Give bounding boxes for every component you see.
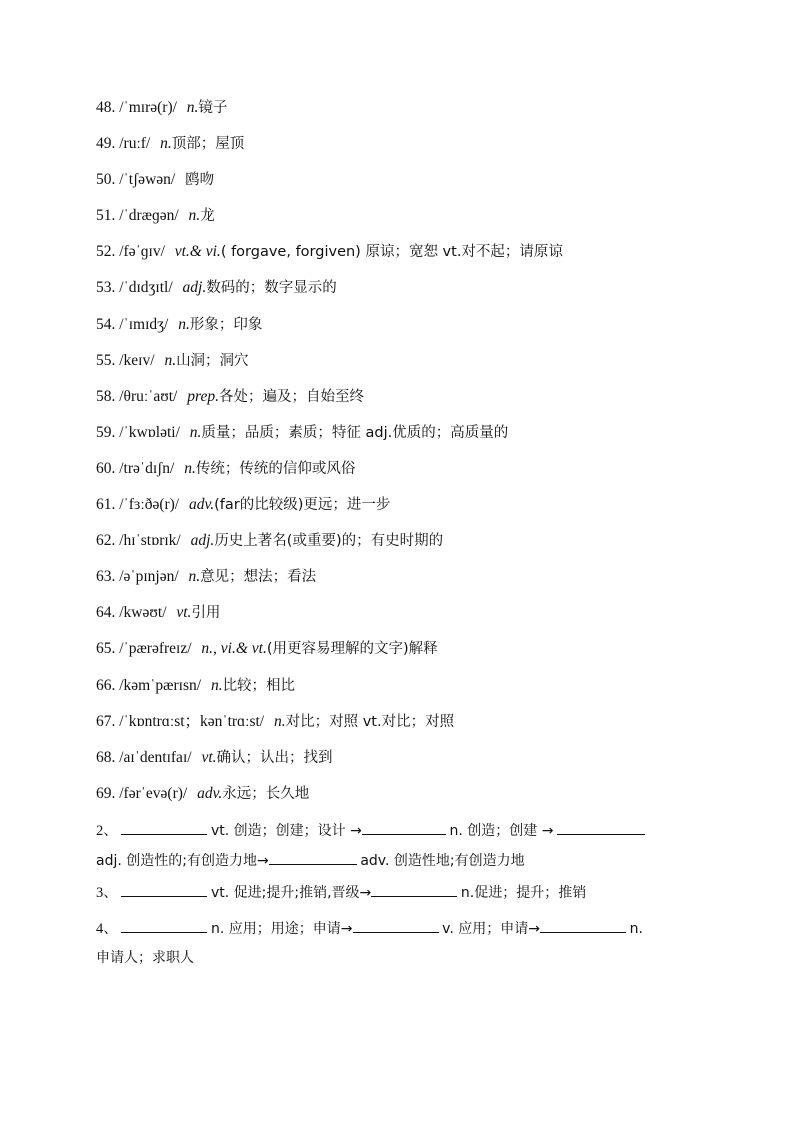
vocab-entry	[96, 784, 736, 820]
entry-phonetic: /fəˈɡɪv/	[119, 243, 165, 261]
entry-part-of-speech: vt.	[201, 748, 217, 766]
answer-blank[interactable]	[269, 850, 357, 865]
entry-number: 60.	[96, 459, 116, 477]
entry-phonetic: /keɪv/	[119, 351, 155, 369]
entry-phonetic: /ˈtʃəwən/	[119, 171, 176, 189]
entry-phonetic: /ˈpærəfreɪz/	[119, 640, 192, 658]
entry-phonetic: /kwəʊt/	[119, 604, 167, 622]
entry-number: 64.	[96, 604, 116, 622]
answer-blank[interactable]	[353, 918, 439, 933]
entry-definition: 镜子	[198, 100, 228, 116]
entry-definition: ( forgave, forgiven) 原谅；宽恕 vt.对不起；请原谅	[220, 244, 563, 261]
entry-number: 62.	[96, 532, 116, 550]
entry-part-of-speech: prep.	[187, 387, 219, 405]
entry-number: 53.	[96, 279, 116, 297]
entry-phonetic: /ˈkɒntrɑːst；kənˈtrɑːst/	[119, 712, 265, 730]
entry-phonetic: /kəmˈpærɪsn/	[119, 676, 202, 694]
exercise-text: adj. 创造性的;有创造力地→	[96, 853, 269, 869]
vocab-entry	[96, 531, 736, 567]
entry-part-of-speech: adv.	[197, 784, 223, 802]
entry-part-of-speech: n., vi.& vt.	[201, 640, 267, 658]
entry-part-of-speech: vt.	[176, 604, 192, 622]
entry-definition: 对比；对照 vt.对比；对照	[285, 713, 455, 730]
exercise-3	[96, 882, 716, 903]
entry-number: 54.	[96, 315, 116, 333]
exercise-4-line-2	[96, 948, 716, 968]
vocab-entry	[96, 423, 736, 459]
exercise-text: n. 创造；创建 →	[449, 823, 554, 839]
entry-part-of-speech: n.	[186, 99, 199, 116]
vocab-entry	[96, 639, 736, 675]
entry-number: 59.	[96, 423, 116, 441]
entry-definition: (far的比较级)更远；进一步	[214, 497, 391, 514]
answer-blank[interactable]	[121, 882, 207, 897]
entry-definition: 数码的；数字显示的	[206, 280, 337, 297]
entry-part-of-speech: n.	[184, 459, 196, 477]
vocabulary-list	[96, 98, 736, 820]
vocab-entry	[96, 567, 736, 603]
exercise-text: vt. 促进;提升;推销,晋级→	[211, 885, 372, 901]
vocab-entry	[96, 603, 736, 639]
vocab-entry	[96, 387, 736, 423]
vocab-entry	[96, 459, 736, 495]
entry-number: 66.	[96, 676, 116, 694]
entry-definition: 龙	[200, 208, 215, 225]
entry-definition: 传统；传统的信仰或风俗	[195, 460, 356, 477]
entry-phonetic: /fərˈevə(r)/	[119, 784, 188, 802]
entry-number: 50.	[96, 171, 116, 189]
entry-definition: 历史上著名(或重要)的；有史时期的	[214, 533, 444, 550]
entry-part-of-speech: n.	[160, 135, 172, 153]
entry-definition: 鸥吻	[185, 172, 215, 189]
entry-part-of-speech: n.	[164, 351, 177, 369]
entry-definition: 山洞；洞穴	[176, 352, 249, 369]
entry-phonetic: /ˈdɪdʒɪtl/	[119, 279, 173, 297]
entry-number: 68.	[96, 748, 116, 766]
entry-number: 55.	[96, 351, 116, 369]
entry-number: 49.	[96, 135, 116, 153]
exercise-number: 2、	[96, 823, 118, 839]
entry-part-of-speech: n.	[188, 568, 201, 586]
exercise-text: 申请人；求职人	[96, 950, 194, 966]
entry-definition: (用更容易理解的文字)解释	[266, 641, 438, 658]
vocab-entry	[96, 98, 736, 134]
entry-phonetic: /ruːf/	[119, 135, 151, 153]
entry-number: 69.	[96, 784, 116, 802]
entry-number: 58.	[96, 387, 116, 405]
exercise-text: vt. 创造；创建；设计 →	[211, 823, 362, 839]
entry-phonetic: /ˈfɜːðə(r)/	[119, 496, 180, 514]
vocab-entry	[96, 242, 736, 278]
vocab-entry	[96, 315, 736, 351]
exercise-2-line-1	[96, 820, 716, 841]
vocab-entry	[96, 278, 736, 314]
vocab-entry	[96, 170, 736, 206]
entry-definition: 质量；品质；素质；特征 adj.优质的；高质量的	[201, 424, 509, 441]
entry-number: 61.	[96, 496, 116, 514]
entry-part-of-speech: vt.& vi.	[174, 243, 221, 261]
entry-phonetic: /əˈpɪnjən/	[119, 568, 179, 586]
entry-number: 67.	[96, 712, 116, 730]
exercise-text: n.促进；提升；推销	[460, 885, 587, 901]
exercise-text: n.	[629, 921, 643, 937]
entry-part-of-speech: n.	[273, 712, 286, 730]
entry-part-of-speech: adj.	[182, 279, 207, 297]
answer-blank[interactable]	[121, 918, 207, 933]
entry-phonetic: /trəˈdɪʃn/	[119, 459, 175, 477]
vocab-entry	[96, 351, 736, 387]
entry-definition: 顶部；屋顶	[171, 136, 245, 153]
entry-phonetic: /ˈkwɒləti/	[119, 423, 180, 441]
entry-number: 48.	[96, 99, 116, 116]
entry-number: 52.	[96, 243, 116, 261]
entry-part-of-speech: adj.	[190, 532, 215, 550]
answer-blank[interactable]	[362, 820, 446, 835]
answer-blank[interactable]	[121, 820, 207, 835]
entry-definition: 意见；想法；看法	[200, 569, 317, 586]
answer-blank[interactable]	[540, 918, 626, 933]
vocab-entry	[96, 206, 736, 242]
exercise-text: v. 应用；申请→	[442, 921, 540, 937]
entry-definition: 永远；长久地	[222, 785, 310, 802]
vocab-entry	[96, 134, 736, 170]
entry-definition: 形象；印象	[189, 316, 263, 333]
entry-number: 63.	[96, 568, 116, 586]
entry-phonetic: /hɪˈstɒrɪk/	[119, 532, 181, 550]
entry-number: 51.	[96, 207, 116, 225]
exercise-number: 4、	[96, 921, 118, 937]
answer-blank[interactable]	[371, 882, 457, 897]
entry-number: 65.	[96, 640, 116, 658]
entry-phonetic: /ˈdræɡən/	[119, 207, 179, 225]
vocab-entry	[96, 748, 736, 784]
entry-phonetic: /ˈɪmɪdʒ/	[119, 315, 169, 333]
entry-part-of-speech: n.	[210, 676, 223, 694]
entry-phonetic: /ˈmɪrə(r)/	[119, 99, 177, 116]
entry-part-of-speech: n.	[178, 315, 190, 333]
entry-part-of-speech: n.	[188, 207, 201, 225]
entry-definition: 各处；遍及；自始至终	[218, 388, 364, 405]
entry-definition: 确认；认出；找到	[216, 749, 333, 766]
vocab-entry	[96, 676, 736, 712]
exercise-text: adv. 创造性地;有创造力地	[360, 853, 525, 869]
entry-phonetic: /θruːˈaʊt/	[119, 387, 178, 405]
answer-blank[interactable]	[557, 820, 645, 835]
entry-phonetic: /aɪˈdentɪfaɪ/	[119, 748, 192, 766]
exercise-text: n. 应用；用途；申请→	[211, 921, 353, 937]
exercise-2-line-2	[96, 850, 716, 871]
vocab-entry	[96, 712, 736, 748]
exercise-4-line-1	[96, 918, 716, 939]
exercise-number: 3、	[96, 885, 118, 901]
entry-definition: 引用	[191, 605, 221, 622]
vocab-entry	[96, 495, 736, 531]
entry-part-of-speech: n.	[189, 423, 202, 441]
entry-part-of-speech: adv.	[189, 496, 215, 514]
entry-definition: 比较；相比	[222, 677, 296, 694]
